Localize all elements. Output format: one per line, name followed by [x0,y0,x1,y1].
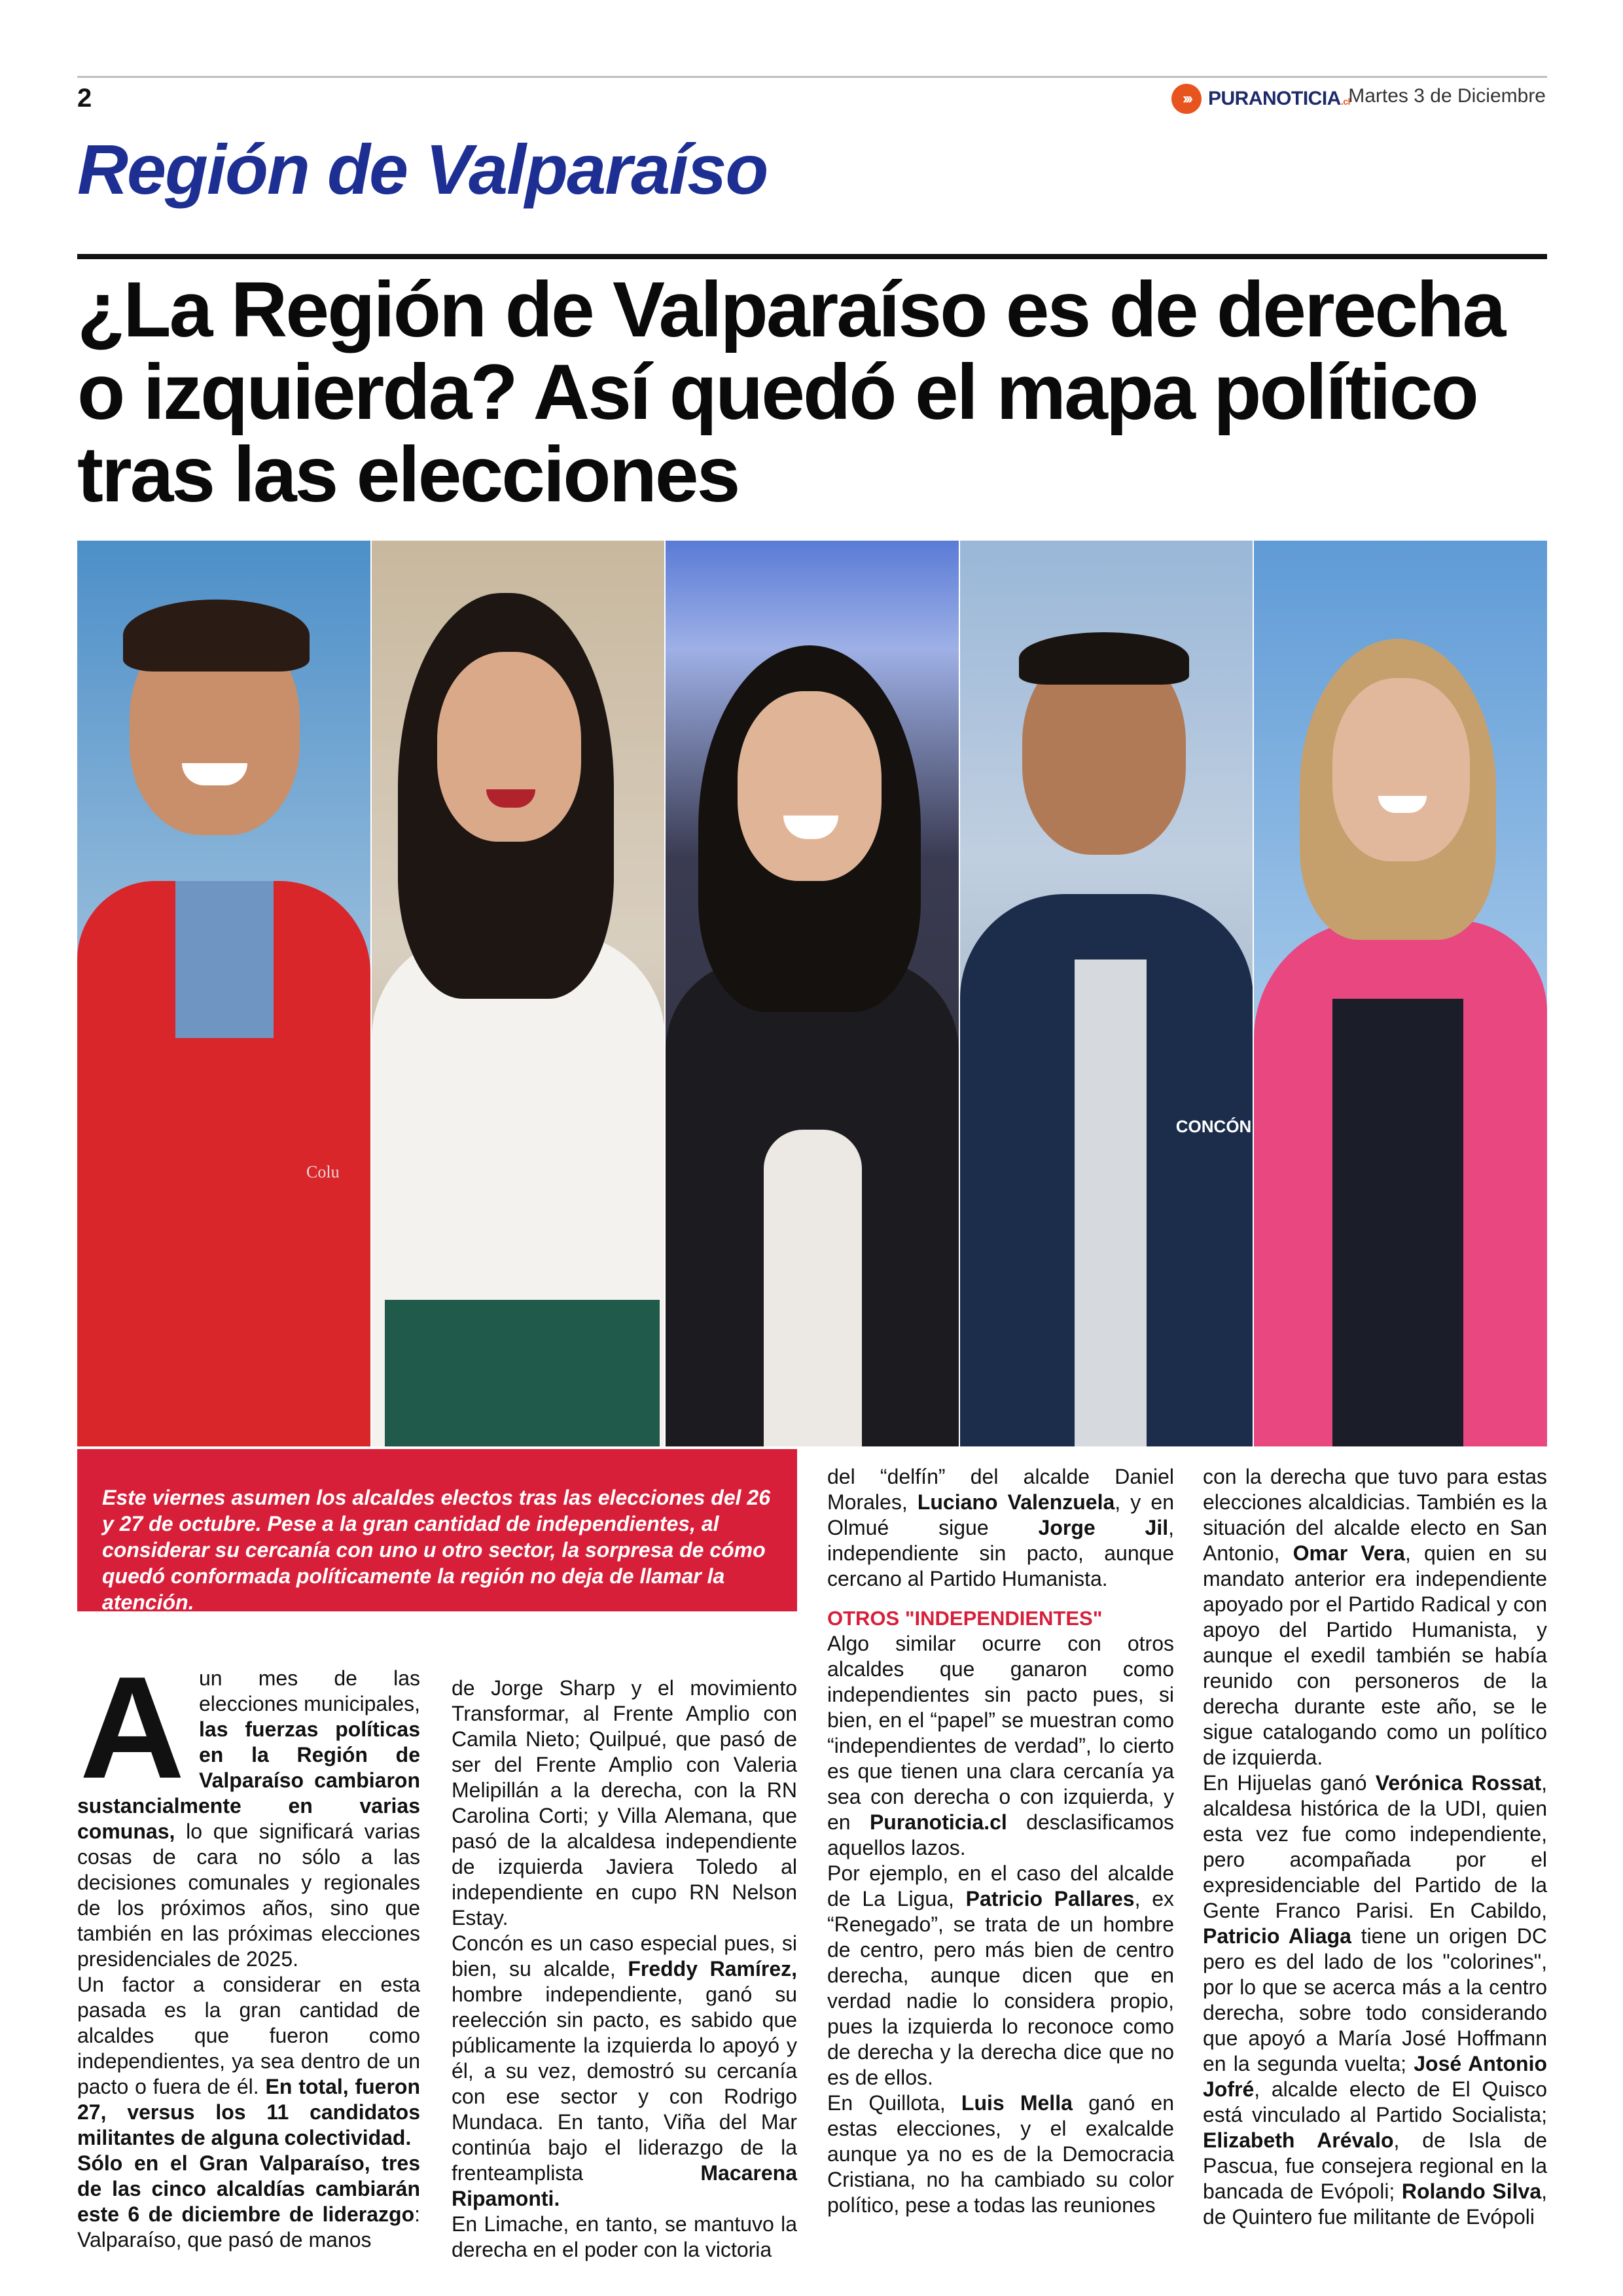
text-run: Algo similar ocurre con otros alcaldes que ganaron como independientes sin pacto pues, si bien, en el “papel” se muestran como “independientes de verdad”, lo cierto es que tienen una clara cercanía ya sea con derecha o con izquierda, y en [827,1632,1174,1834]
brand-name: PURANOTICIA.cl [1208,88,1350,109]
column-4 [1203,1464,1547,2230]
text-run: , y en Olmué sigue [827,1490,1174,1539]
photo-strip [77,541,1547,1446]
text-run: : Valparaíso, que pasó de manos [77,2202,420,2251]
bold-text: Sólo en el Gran Valparaíso, tres de las cinco alcaldías cambiarán este 6 de diciembre de liderazgo [77,2151,420,2226]
lead-box: Este viernes asumen los alcaldes electos tras las elecciones del 26 y 27 de octubre. Pese a la gran cantidad de independientes, al considerar su cercanía con uno u otro sector, la sorpresa de cómo quedó conformada políticamente la región no deja de llamar la atención. [77,1449,797,1611]
text-run: , de Quintero fue militante de Evópoli [1203,2179,1547,2229]
section-rule [77,254,1547,259]
brand-logo[interactable] [1171,84,1350,114]
jacket-logo: Colu [306,1162,340,1181]
top-rule [77,76,1547,78]
bold-text: Luis Mella [961,2091,1073,2115]
text-run: Por ejemplo, en el caso del alcalde de La Ligua, [827,1861,1174,1910]
paragraph [1203,1770,1547,2230]
column-2 [452,1676,797,2263]
photo-mayor-3 [666,541,959,1446]
bold-text: Jorge Jil [1038,1516,1169,1539]
column-3 [827,1464,1174,2218]
photo-mayor-2 [372,541,665,1446]
column-1 [77,1647,421,2253]
photo-mayor-4 [960,541,1253,1446]
bold-text: Elizabeth Arévalo [1203,2128,1394,2152]
text-run: , alcaldesa histórica de la UDI, quien esta vez fue como independiente, pero acompañada por el expresidenciable del Partido de la Gente Franco Parisi. En Cabildo, [1203,1771,1548,1922]
text-run: con la derecha que tuvo para estas elecciones alcaldicias. También es la situación del alcalde electo en San Antonio, [1203,1465,1547,1565]
bold-text: Macarena Ripamonti. [452,2161,797,2210]
paragraph [452,1931,797,2212]
bold-text: Patricio Pallares [965,1887,1135,1910]
photo-mayor-1 [77,541,370,1446]
text-run: , independiente sin pacto, aunque cercano al Partido Humanista. [827,1516,1175,1590]
issue-date: Martes 3 de Diciembre [1348,85,1546,107]
bold-text: las fuerzas políticas en la Región de Valparaíso cambiaron sustancialmente en varias comunas, [77,1717,420,1843]
paragraph [827,1861,1174,2090]
text-run: , quien en su mandato anterior era independiente apoyado por el Partido Radical y con apoyo del Partido Humanista, y aunque el exedil también se había reunido con personeros de la derecha durante este año, se le sigue catalogando como un político de izquierda. [1203,1541,1547,1769]
bold-text: Luciano Valenzuela [917,1490,1115,1514]
paragraph [77,1972,420,2151]
concon-logo: CONCÓN [1175,1117,1252,1136]
headline: ¿La Región de Valparaíso es de derecha o izquierda? Así quedó el mapa político tras las elecciones [77,266,1505,518]
bold-text: Verónica Rossat [1375,1771,1542,1795]
text-run: En Quillota, [827,2091,961,2115]
text-run: , alcalde electo de El Quisco está vinculado al Partido Socialista; [1203,2077,1547,2126]
text-run: Concón es un caso especial pues, si bien, su alcalde, [452,1931,797,1981]
play-icon: ››› [1171,84,1202,114]
paragraph [452,1676,797,1931]
paragraph [1203,1464,1547,1770]
paragraph [77,2151,420,2253]
text-run: ganó en estas elecciones, y el exalcalde aunque ya no es de la Democracia Cristiana, no ha cambiado su color político, pese a todas las reuniones [827,2091,1175,2217]
bold-text: José Antonio Jofré [1203,2052,1548,2101]
text-run: tiene un origen DC pero es del lado de los "colorines", por lo que se acerca más a la centro derecha, sobre todo considerando que apoyó a María José Hoffmann en la segunda vuelta; [1203,1924,1548,2075]
photo-mayor-5 [1254,541,1547,1446]
text-run: de Jorge Sharp y el movimiento Transformar, al Frente Amplio con Camila Nieto; Quilpué, que pasó de ser del Frente Amplio con Valeria Melipillán a la derecha, con la RN Carolina Corti; y Villa Alemana, que pasó de la alcaldesa independiente de izquierda Javiera Toledo al independiente en cupo RN Nelson Estay. [452,1676,797,1929]
text-run: Un factor a considerar en esta pasada es la gran cantidad de alcaldes que fueron como independientes, ya sea dentro de un pacto o fuera de él. [77,1973,420,2098]
bold-text: Freddy Ramírez, [628,1957,797,1981]
subhead: OTROS "INDEPENDIENTES" [827,1607,1103,1630]
page-number: 2 [77,84,92,113]
text-run: un mes de las elecciones municipales, [199,1666,420,1715]
bold-text: En total, fueron 27, versus los 11 candidatos militantes de alguna colectividad. [77,2075,421,2149]
paragraph [452,2212,797,2263]
paragraph [827,1464,1174,1592]
text-run: , ex “Renegado”, se trata de un hombre de centro, pero más bien de centro derecha, aunque dicen que en verdad nadie lo considera propio, pues la izquierda lo reconoce como de derecha y la derecha dice que no es de ellos. [827,1887,1175,2089]
bold-text: Patricio Aliaga [1203,1924,1351,1948]
text-run: lo que significará varias cosas de cara no sólo a las decisiones comunales y regionales de los próximos años, sino que también en las próximas elecciones presidenciales de 2025. [77,1820,420,1971]
dropcap: A [79,1647,185,1809]
text-run: desclasificamos aquellos lazos. [827,1810,1175,1859]
paragraph [827,1631,1174,1861]
text-run: En Limache, en tanto, se mantuvo la derecha en el poder con la victoria [452,2212,797,2261]
paragraph [827,2090,1174,2218]
text-run: hombre independiente, ganó su reelección sin pacto, es sabido que públicamente la izquierda lo apoyó y él, a su vez, demostró su cercanía con ese sector y con Rodrigo Mundaca. En tanto, Viña del Mar continúa bajo el liderazgo de la frenteamplista [452,1982,797,2185]
section-title: Región de Valparaíso [77,130,768,209]
bold-text: Puranoticia.cl [869,1810,1007,1834]
text-run: En Hijuelas ganó [1203,1771,1376,1795]
text-run: , de Isla de Pascua, fue consejera regional en la bancada de Evópoli; [1203,2128,1548,2203]
bold-text: Omar Vera [1293,1541,1405,1565]
text-run: del “delfín” del alcalde Daniel Morales, [827,1465,1174,1514]
bold-text: Rolando Silva [1401,2179,1542,2203]
